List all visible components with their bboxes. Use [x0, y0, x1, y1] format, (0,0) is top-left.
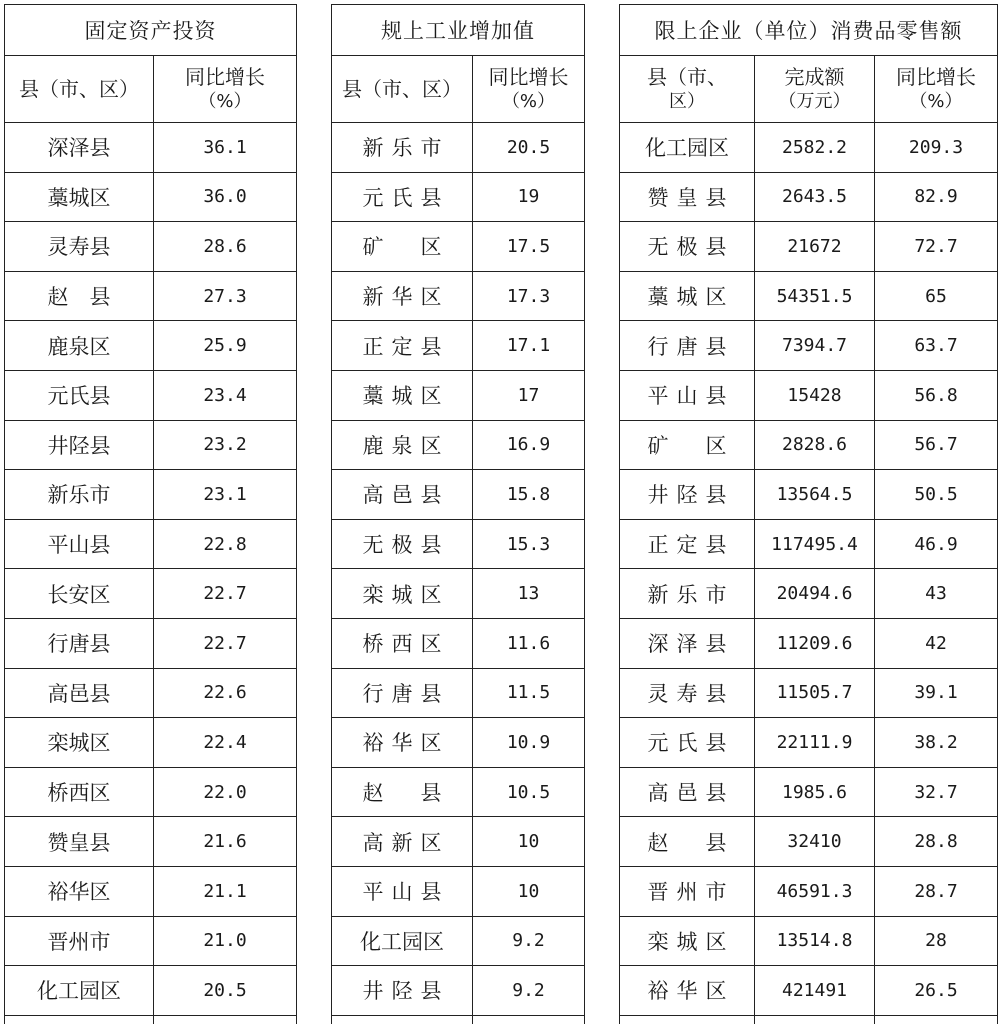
- county-cell: 栾城区: [332, 569, 473, 619]
- amount-cell: 2582.2: [755, 123, 875, 173]
- county-cell: 赞皇县: [620, 172, 755, 222]
- county-cell: 平山县: [5, 519, 154, 569]
- table-row: [332, 123, 585, 173]
- table-row: [332, 569, 585, 619]
- table-title: 固定资产投资: [5, 5, 297, 56]
- growth-cell: 39.1: [875, 668, 998, 718]
- county-cell: 新乐市: [620, 569, 755, 619]
- fixed-asset-investment-table: [4, 4, 297, 1024]
- growth-cell: 43: [875, 569, 998, 619]
- growth-cell: 10.5: [473, 767, 585, 817]
- growth-cell: 56.7: [875, 420, 998, 470]
- table-row: [5, 123, 297, 173]
- growth-cell: 63.7: [875, 321, 998, 371]
- table-row: [5, 966, 297, 1016]
- table-row: [5, 916, 297, 966]
- growth-cell: 23.2: [154, 420, 297, 470]
- county-cell: 新乐市: [5, 470, 154, 520]
- growth-cell: 21.6: [154, 817, 297, 867]
- empty-cell: [154, 1015, 297, 1024]
- table-title: 规上工业增加值: [332, 5, 585, 56]
- empty-cell: [332, 1015, 473, 1024]
- table-row: [5, 321, 297, 371]
- growth-cell: 21.0: [154, 916, 297, 966]
- growth-cell: 50.5: [875, 470, 998, 520]
- growth-cell: 10: [473, 817, 585, 867]
- column-header-growth: 同比增长 （%）: [154, 56, 297, 123]
- table-row: [620, 916, 998, 966]
- county-cell: 井陉县: [620, 470, 755, 520]
- growth-cell: 22.7: [154, 569, 297, 619]
- retail-sales-table: [619, 4, 998, 1024]
- table-row: [620, 420, 998, 470]
- county-cell: 藁城区: [332, 370, 473, 420]
- growth-cell: 82.9: [875, 172, 998, 222]
- county-cell: 正定县: [620, 519, 755, 569]
- table-row: [620, 966, 998, 1016]
- growth-cell: 15.8: [473, 470, 585, 520]
- county-cell: 桥西区: [332, 618, 473, 668]
- growth-cell: 10.9: [473, 718, 585, 768]
- county-cell: 赵 县: [620, 817, 755, 867]
- column-header-county: 县（市、区）: [5, 56, 154, 123]
- table-row: [620, 866, 998, 916]
- growth-cell: 20.5: [154, 966, 297, 1016]
- growth-cell: 28.8: [875, 817, 998, 867]
- county-cell: 裕华区: [5, 866, 154, 916]
- amount-cell: 2828.6: [755, 420, 875, 470]
- growth-cell: 10: [473, 866, 585, 916]
- county-cell: 灵寿县: [5, 222, 154, 272]
- growth-cell: 13: [473, 569, 585, 619]
- table-row: [332, 866, 585, 916]
- table-row: [620, 172, 998, 222]
- table-row: [5, 420, 297, 470]
- county-cell: 栾城区: [5, 718, 154, 768]
- growth-cell: 11.6: [473, 618, 585, 668]
- table-row: [332, 321, 585, 371]
- county-cell: 矿 区: [620, 420, 755, 470]
- amount-cell: 11505.7: [755, 668, 875, 718]
- county-cell: 元氏县: [620, 718, 755, 768]
- table-row: [5, 470, 297, 520]
- table-row: [332, 718, 585, 768]
- growth-cell: 65: [875, 271, 998, 321]
- growth-cell: 36.1: [154, 123, 297, 173]
- county-cell: 灵寿县: [620, 668, 755, 718]
- column-header-growth: 同比增长 （%）: [473, 56, 585, 123]
- table-row: [5, 370, 297, 420]
- growth-cell: 19: [473, 172, 585, 222]
- growth-cell: 28.6: [154, 222, 297, 272]
- growth-cell: 22.7: [154, 618, 297, 668]
- empty-cell: [473, 1015, 585, 1024]
- growth-cell: 56.8: [875, 370, 998, 420]
- growth-cell: 20.5: [473, 123, 585, 173]
- growth-cell: 22.4: [154, 718, 297, 768]
- county-cell: 平山县: [332, 866, 473, 916]
- growth-cell: 22.0: [154, 767, 297, 817]
- table-row: [620, 370, 998, 420]
- growth-cell: 17: [473, 370, 585, 420]
- county-cell: 晋州市: [5, 916, 154, 966]
- county-cell: 鹿泉区: [332, 420, 473, 470]
- growth-cell: 28: [875, 916, 998, 966]
- table-row: [620, 767, 998, 817]
- table-row: [620, 519, 998, 569]
- county-cell: 晋州市: [620, 866, 755, 916]
- table-row: [620, 817, 998, 867]
- table-row: [332, 916, 585, 966]
- county-cell: 高邑县: [332, 470, 473, 520]
- county-cell: 藁城区: [5, 172, 154, 222]
- table-row-cutoff: [332, 1015, 585, 1024]
- table-row: [5, 618, 297, 668]
- table-row: [5, 817, 297, 867]
- amount-cell: 13564.5: [755, 470, 875, 520]
- growth-cell: 26.5: [875, 966, 998, 1016]
- table-row: [620, 618, 998, 668]
- amount-cell: 1985.6: [755, 767, 875, 817]
- county-cell: 元氏县: [5, 370, 154, 420]
- table-row: [332, 470, 585, 520]
- table-title: 限上企业（单位）消费品零售额: [620, 5, 998, 56]
- empty-cell: [5, 1015, 154, 1024]
- county-cell: 井陉县: [5, 420, 154, 470]
- table-row: [5, 569, 297, 619]
- industrial-value-added-table: [331, 4, 585, 1024]
- table-row: [332, 519, 585, 569]
- county-cell: 赵 县: [332, 767, 473, 817]
- table-row: [332, 420, 585, 470]
- amount-cell: 22111.9: [755, 718, 875, 768]
- amount-cell: 15428: [755, 370, 875, 420]
- table-row: [5, 271, 297, 321]
- amount-cell: 32410: [755, 817, 875, 867]
- county-cell: 化工园区: [5, 966, 154, 1016]
- amount-cell: 13514.8: [755, 916, 875, 966]
- column-header-amount: 完成额 （万元）: [755, 56, 875, 123]
- growth-cell: 21.1: [154, 866, 297, 916]
- county-cell: 赵 县: [5, 271, 154, 321]
- column-header-growth: 同比增长 （%）: [875, 56, 998, 123]
- table-row: [620, 123, 998, 173]
- growth-cell: 32.7: [875, 767, 998, 817]
- table-row: [332, 618, 585, 668]
- county-cell: 元氏县: [332, 172, 473, 222]
- empty-cell: [755, 1015, 875, 1024]
- growth-cell: 72.7: [875, 222, 998, 272]
- table-row-cutoff: [620, 1015, 998, 1024]
- amount-cell: 11209.6: [755, 618, 875, 668]
- county-cell: 行唐县: [332, 668, 473, 718]
- county-cell: 深泽县: [5, 123, 154, 173]
- county-cell: 新华区: [332, 271, 473, 321]
- table-row: [332, 767, 585, 817]
- amount-cell: 117495.4: [755, 519, 875, 569]
- amount-cell: 54351.5: [755, 271, 875, 321]
- table-row: [5, 172, 297, 222]
- table-row: [332, 817, 585, 867]
- county-cell: 裕华区: [332, 718, 473, 768]
- table-row: [5, 668, 297, 718]
- growth-cell: 9.2: [473, 966, 585, 1016]
- table-row: [620, 470, 998, 520]
- table-row: [5, 519, 297, 569]
- table-row: [332, 966, 585, 1016]
- amount-cell: 46591.3: [755, 866, 875, 916]
- growth-cell: 209.3: [875, 123, 998, 173]
- growth-cell: 23.1: [154, 470, 297, 520]
- table-row: [5, 866, 297, 916]
- table-row: [620, 222, 998, 272]
- column-header-county: 县（市、区）: [332, 56, 473, 123]
- growth-cell: 16.9: [473, 420, 585, 470]
- county-cell: 矿 区: [332, 222, 473, 272]
- county-cell: 深泽县: [620, 618, 755, 668]
- amount-cell: 421491: [755, 966, 875, 1016]
- table-row: [620, 668, 998, 718]
- amount-cell: 20494.6: [755, 569, 875, 619]
- growth-cell: 17.1: [473, 321, 585, 371]
- county-cell: 井陉县: [332, 966, 473, 1016]
- growth-cell: 46.9: [875, 519, 998, 569]
- table-row: [620, 321, 998, 371]
- table-row: [332, 222, 585, 272]
- table-row: [332, 668, 585, 718]
- county-cell: 藁城区: [620, 271, 755, 321]
- table-row: [5, 718, 297, 768]
- growth-cell: 11.5: [473, 668, 585, 718]
- county-cell: 化工园区: [620, 123, 755, 173]
- county-cell: 栾城区: [620, 916, 755, 966]
- county-cell: 新乐市: [332, 123, 473, 173]
- county-cell: 无极县: [332, 519, 473, 569]
- table-row: [620, 718, 998, 768]
- amount-cell: 7394.7: [755, 321, 875, 371]
- county-cell: 行唐县: [620, 321, 755, 371]
- county-cell: 高邑县: [620, 767, 755, 817]
- county-cell: 平山县: [620, 370, 755, 420]
- table-row: [332, 370, 585, 420]
- county-cell: 裕华区: [620, 966, 755, 1016]
- growth-cell: 23.4: [154, 370, 297, 420]
- table-row: [332, 172, 585, 222]
- amount-cell: 21672: [755, 222, 875, 272]
- growth-cell: 25.9: [154, 321, 297, 371]
- table-row: [5, 767, 297, 817]
- growth-cell: 28.7: [875, 866, 998, 916]
- growth-cell: 38.2: [875, 718, 998, 768]
- growth-cell: 17.3: [473, 271, 585, 321]
- county-cell: 长安区: [5, 569, 154, 619]
- growth-cell: 22.8: [154, 519, 297, 569]
- table-row: [620, 569, 998, 619]
- county-cell: 高新区: [332, 817, 473, 867]
- empty-cell: [875, 1015, 998, 1024]
- county-cell: 鹿泉区: [5, 321, 154, 371]
- growth-cell: 9.2: [473, 916, 585, 966]
- table-row: [620, 271, 998, 321]
- county-cell: 化工园区: [332, 916, 473, 966]
- county-cell: 无极县: [620, 222, 755, 272]
- county-cell: 桥西区: [5, 767, 154, 817]
- growth-cell: 42: [875, 618, 998, 668]
- table-row-cutoff: [5, 1015, 297, 1024]
- county-cell: 正定县: [332, 321, 473, 371]
- table-row: [5, 222, 297, 272]
- empty-cell: [620, 1015, 755, 1024]
- growth-cell: 15.3: [473, 519, 585, 569]
- growth-cell: 22.6: [154, 668, 297, 718]
- growth-cell: 17.5: [473, 222, 585, 272]
- table-row: [332, 271, 585, 321]
- county-cell: 行唐县: [5, 618, 154, 668]
- column-header-county: 县（市、 区）: [620, 56, 755, 123]
- county-cell: 赞皇县: [5, 817, 154, 867]
- amount-cell: 2643.5: [755, 172, 875, 222]
- county-cell: 高邑县: [5, 668, 154, 718]
- growth-cell: 27.3: [154, 271, 297, 321]
- growth-cell: 36.0: [154, 172, 297, 222]
